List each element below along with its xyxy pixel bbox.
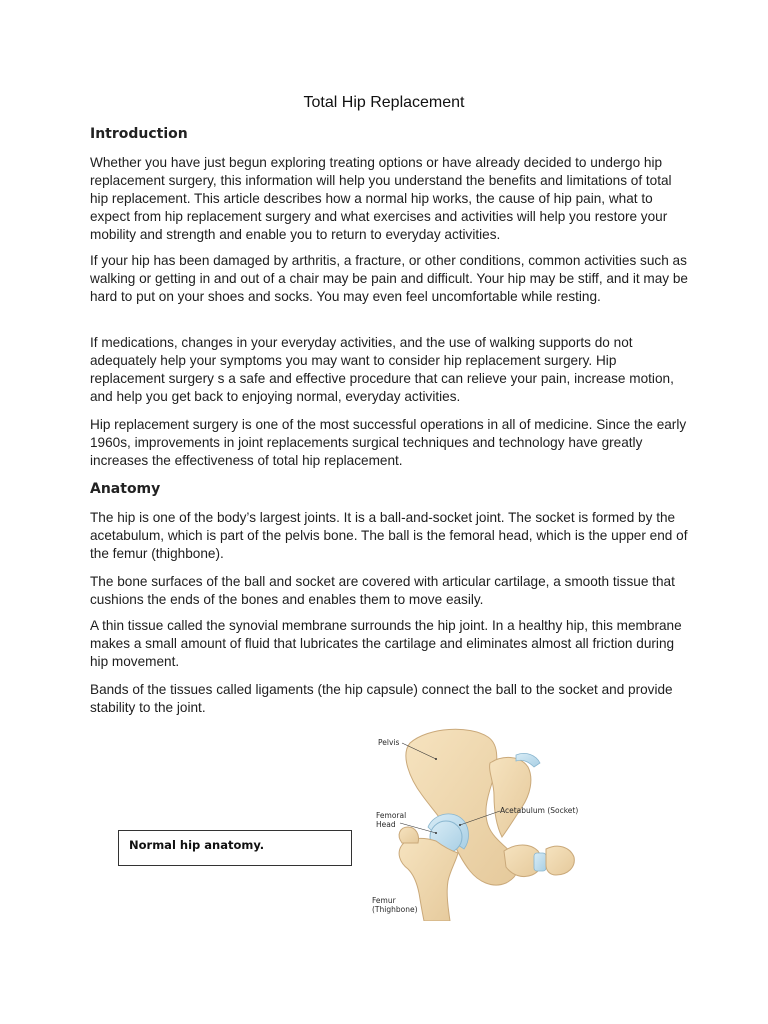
- figure-caption-box: [118, 830, 352, 866]
- label-acetabulum: Acetabulum (Socket): [500, 806, 579, 815]
- paragraph: If medications, changes in your everyday activities, and the use of walking supports do not adequately help your symptoms you may want to consider hip replacement surgery. Hip replacement surgery s a safe and effective procedure that can relieve your pain, increase motion, and help you get back to enjoying normal, everyday activities.: [90, 335, 674, 404]
- paragraph: If your hip has been damaged by arthritis, a fracture, or other conditions, common activities such as walking or getting in and out of a chair may be pain and difficult. Your hip may be stiff, and it may be hard to put on your shoes and socks. You may even feel uncomfortable while resting.: [90, 253, 688, 304]
- figure-caption: Normal hip anatomy.: [129, 838, 265, 852]
- document-title: Total Hip Replacement: [303, 94, 465, 111]
- label-femur-line2: (Thighbone): [372, 905, 418, 914]
- label-pelvis: Pelvis: [378, 738, 400, 747]
- label-femoral-head-line2: Head: [376, 820, 396, 829]
- section-heading-introduction: Introduction: [90, 126, 188, 142]
- greater-trochanter: [399, 827, 418, 843]
- paragraph: Whether you have just begun exploring treating options or have already decided to undergo hip replacement surgery, this information will help you understand the benefits and limitations of total hip replacement. This article describes how a normal hip works, the cause of hip pain, what to expect from hip replacement surgery and what exercises and activities will help you restore your mobility and strength and enable you to return to everyday activities.: [90, 155, 672, 242]
- paragraph: Hip replacement surgery is one of the most successful operations in all of medicine. Since the early 1960s, improvements in joint replacements surgical techniques and technology have greatly increases the effectiveness of total hip replacement.: [90, 417, 687, 468]
- label-femur-line1: Femur: [372, 896, 396, 905]
- label-femoral-head-line1: Femoral: [376, 811, 407, 820]
- pubic-symphysis: [534, 853, 546, 871]
- paragraph: A thin tissue called the synovial membrane surrounds the hip joint. In a healthy hip, this membrane makes a small amount of fluid that lubricates the cartilage and eliminates almost all friction during hip movement.: [90, 618, 682, 669]
- paragraph: The hip is one of the body’s largest joints. It is a ball-and-socket joint. The socket is formed by the acetabulum, which is part of the pelvis bone. The ball is the femoral head, which is the upper end of the femur (thighbone).: [90, 510, 688, 561]
- sacrum-bone: [490, 757, 531, 837]
- paragraph: The bone surfaces of the ball and socket are covered with articular cartilage, a smooth tissue that cushions the ends of the bones and enables them to move easily.: [90, 574, 675, 607]
- section-heading-anatomy: Anatomy: [90, 481, 161, 497]
- opposite-pubis-bone: [546, 846, 574, 875]
- hip-anatomy-illustration: [366, 725, 590, 921]
- paragraph: Bands of the tissues called ligaments (the hip capsule) connect the ball to the socket and provide stability to the joint.: [90, 682, 673, 715]
